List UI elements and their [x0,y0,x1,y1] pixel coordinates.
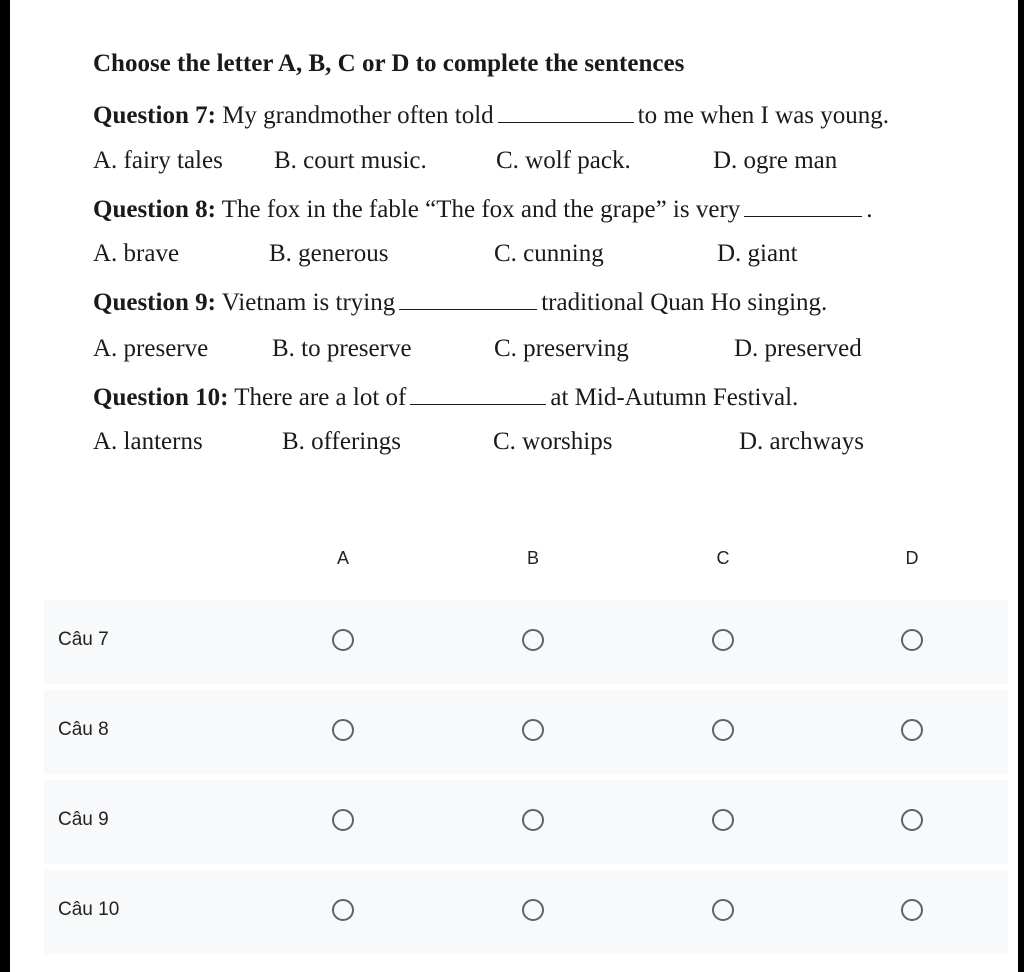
grid-row-cau-9 [44,780,1008,864]
grid-row-label: Câu 10 [58,899,120,920]
grid-row-label: Câu 7 [58,629,109,650]
question-9-text-after: traditional Quan Ho singing. [541,289,828,316]
question-9-option-d: D. preserved [734,335,862,362]
radio-cau-7-b[interactable] [522,629,544,651]
question-7-label: Question 7: [93,102,216,129]
question-7-option-b: B. court music. [274,147,427,174]
radio-cau-10-d[interactable] [901,899,923,921]
question-10-blank [410,382,546,405]
question-9-blank [399,287,537,310]
grid-row-cau-10 [44,870,1008,954]
column-header-c: C [716,548,730,568]
question-7-option-d: D. ogre man [713,147,838,174]
question-7-option-a: A. fairy tales [93,147,223,174]
radio-cau-8-d[interactable] [901,719,923,741]
question-7-blank [498,100,634,123]
question-8-text-before: The fox in the fable “The fox and the grape” is very [221,196,741,223]
radio-cau-10-a[interactable] [332,899,354,921]
question-8-option-c: C. cunning [494,240,604,267]
question-7-text-before: My grandmother often told [222,102,494,129]
question-7 [93,100,889,130]
radio-cau-7-d[interactable] [901,629,923,651]
radio-cau-8-b[interactable] [522,719,544,741]
question-9 [93,287,827,317]
question-10 [93,382,798,412]
grid-row-cau-8 [44,690,1008,774]
question-8-blank [744,194,862,217]
radio-cau-9-d[interactable] [901,809,923,831]
radio-cau-8-c[interactable] [712,719,734,741]
radio-cau-10-c[interactable] [712,899,734,921]
column-header-d: D [905,548,919,568]
question-9-label: Question 9: [93,289,216,316]
left-edge-bar [0,0,10,972]
question-10-option-a: A. lanterns [93,428,203,455]
radio-cau-7-c[interactable] [712,629,734,651]
column-header-b: B [526,548,539,568]
radio-cau-10-b[interactable] [522,899,544,921]
radio-cau-9-c[interactable] [712,809,734,831]
question-8 [93,194,873,224]
radio-cau-9-a[interactable] [332,809,354,831]
grid-row-cau-7 [44,600,1008,684]
instruction-text: Choose the letter A, B, C or D to complete the sentences [93,50,685,77]
grid-row-label: Câu 9 [58,809,109,830]
question-8-text-after: . [866,196,873,223]
question-8-label: Question 8: [93,196,216,223]
question-9-option-c: C. preserving [494,335,629,362]
radio-cau-9-b[interactable] [522,809,544,831]
question-8-option-d: D. giant [717,240,798,267]
question-7-text-after: to me when I was young. [637,102,890,129]
question-10-option-d: D. archways [739,428,864,455]
question-8-option-a: A. brave [93,240,180,267]
radio-cau-7-a[interactable] [332,629,354,651]
question-8-option-b: B. generous [269,240,389,267]
question-9-text-before: Vietnam is trying [221,289,396,316]
question-9-option-a: A. preserve [93,335,209,362]
grid-row-label: Câu 8 [58,719,109,740]
question-10-text-before: There are a lot of [234,384,407,411]
question-10-option-c: C. worships [493,428,613,455]
column-header-a: A [336,548,349,568]
question-10-option-b: B. offerings [282,428,401,455]
question-9-option-b: B. to preserve [272,335,412,362]
question-10-label: Question 10: [93,384,229,411]
radio-cau-8-a[interactable] [332,719,354,741]
question-7-option-c: C. wolf pack. [496,147,631,174]
question-10-text-after: at Mid-Autumn Festival. [550,384,799,411]
right-edge-bar [1018,0,1024,972]
